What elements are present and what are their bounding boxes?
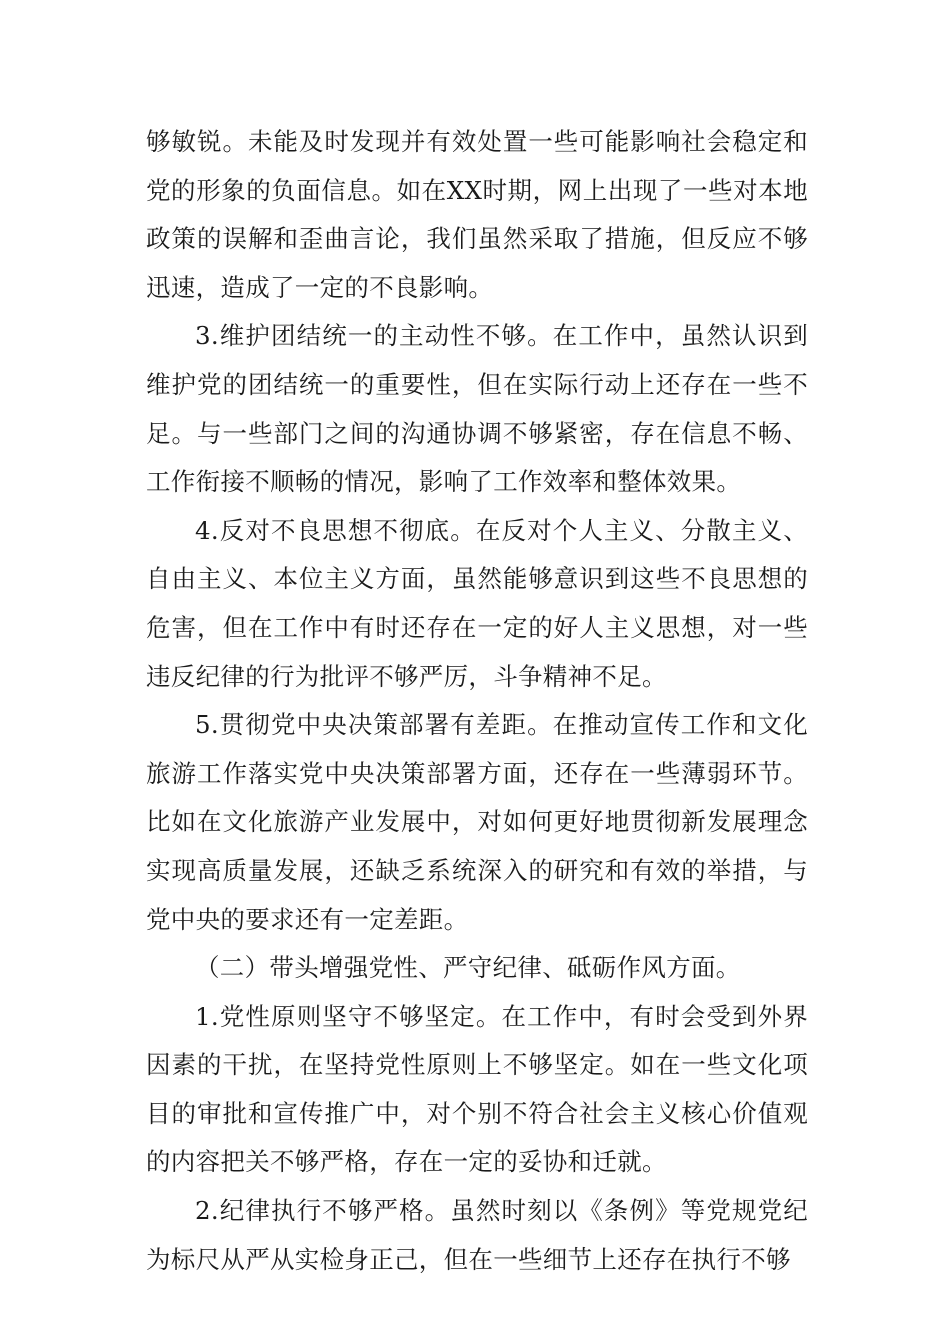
section-heading: （二）带头增强党性、严守纪律、砥砺作风方面。 bbox=[195, 953, 741, 983]
paragraph-item-5: 5.贯彻党中央决策部署有差距。在推动宣传工作和文化旅游工作落实党中央决策部署方面，还存在一些薄弱环节。比如在文化旅游产业发展中，对如何更好地贯彻新发展理念实现高质量发展，还缺乏系统深入的研究和有效的举措，与党中央的要求还有一定差距。 bbox=[146, 710, 808, 934]
paragraph-section2-item-1: 1.党性原则坚守不够坚定。在工作中，有时会受到外界因素的干扰，在坚持党性原则上不够坚定。如在一些文化项目的审批和宣传推广中，对个别不符合社会主义核心价值观的内容把关不够严格，存在一定的妥协和迁就。 bbox=[146, 1001, 808, 1177]
paragraph-section2-item-2: 2.纪律执行不够严格。虽然时刻以《条例》等党规党纪为标尺从严从实检身正己，但在一些细节上还存在执行不够 bbox=[146, 1196, 808, 1274]
document-body bbox=[146, 118, 808, 1284]
paragraph-continued: 够敏锐。未能及时发现并有效处置一些可能影响社会稳定和党的形象的负面信息。如在XX时期，网上出现了一些对本地政策的误解和歪曲言论，我们虽然采取了措施，但反应不够迅速，造成了一定的不良影响。 bbox=[146, 127, 808, 302]
paragraph-item-3: 3.维护团结统一的主动性不够。在工作中，虽然认识到维护党的团结统一的重要性，但在实际行动上还存在一些不足。与一些部门之间的沟通协调不够紧密，存在信息不畅、工作衔接不顺畅的情况，影响了工作效率和整体效果。 bbox=[146, 321, 808, 497]
paragraph-item-4: 4.反对不良思想不彻底。在反对个人主义、分散主义、自由主义、本位主义方面，虽然能够意识到这些不良思想的危害，但在工作中有时还存在一定的好人主义思想，对一些违反纪律的行为批评不够严厉，斗争精神不足。 bbox=[146, 515, 808, 691]
